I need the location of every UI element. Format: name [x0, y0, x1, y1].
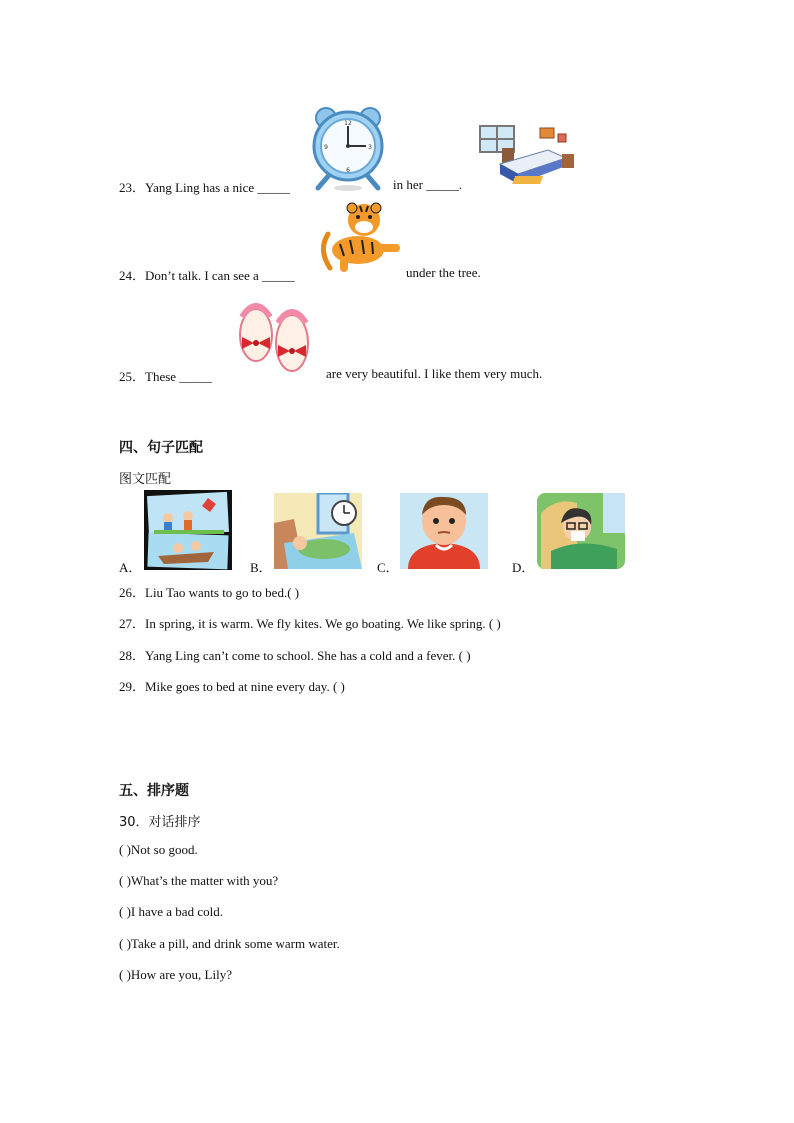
- dialogue-line: ( )How are you, Lily?: [119, 967, 232, 982]
- question-23-end: in her _____.: [393, 177, 462, 192]
- section-4-title: 四、句子匹配: [119, 440, 203, 456]
- dialogue-line: ( )What’s the matter with you?: [119, 873, 279, 888]
- question-24: 24．Don’t talk. I can see a _____: [119, 268, 295, 283]
- svg-text:6: 6: [346, 167, 350, 174]
- question-26: 26．Liu Tao wants to go to bed.( ): [119, 585, 300, 600]
- picture-a-spring: [144, 490, 232, 570]
- label-c: C．: [377, 560, 399, 575]
- question-30: 30．对话排序: [119, 815, 201, 830]
- svg-text:12: 12: [344, 120, 352, 127]
- picture-d-sick-girl: [537, 493, 625, 569]
- question-29: 29．Mike goes to bed at nine every day. ( ): [119, 679, 345, 694]
- question-25-end: are very beautiful. I like them very much.: [326, 366, 543, 381]
- svg-text:3: 3: [368, 144, 372, 151]
- svg-text:9: 9: [324, 144, 328, 151]
- alarm-clock-picture: [310, 104, 386, 192]
- label-b: B．: [250, 560, 272, 575]
- dialogue-line: ( )Not so good.: [119, 842, 198, 857]
- section-4-subtitle: 图文匹配: [119, 472, 172, 487]
- question-23: 23．Yang Ling has a nice _____: [119, 180, 290, 195]
- dialogue-line: ( )I have a bad cold.: [119, 904, 223, 919]
- question-25: 25．These _____: [119, 369, 212, 384]
- section-5-title: 五、排序题: [119, 783, 189, 799]
- tiger-picture: [316, 200, 404, 276]
- label-d: D．: [512, 560, 535, 575]
- question-27: 27．In spring, it is warm. We fly kites. We go boating. We like spring. ( ): [119, 616, 501, 631]
- label-a: A．: [119, 560, 142, 575]
- picture-c-boy: [400, 493, 488, 569]
- question-28: 28．Yang Ling can’t come to school. She has a cold and a fever. ( ): [119, 648, 471, 663]
- picture-b-sleeping: [274, 493, 362, 569]
- bedroom-picture: [478, 124, 578, 190]
- dialogue-line: ( )Take a pill, and drink some warm water.: [119, 936, 340, 951]
- question-24-end: under the tree.: [406, 265, 481, 280]
- sandals-picture: [230, 293, 320, 377]
